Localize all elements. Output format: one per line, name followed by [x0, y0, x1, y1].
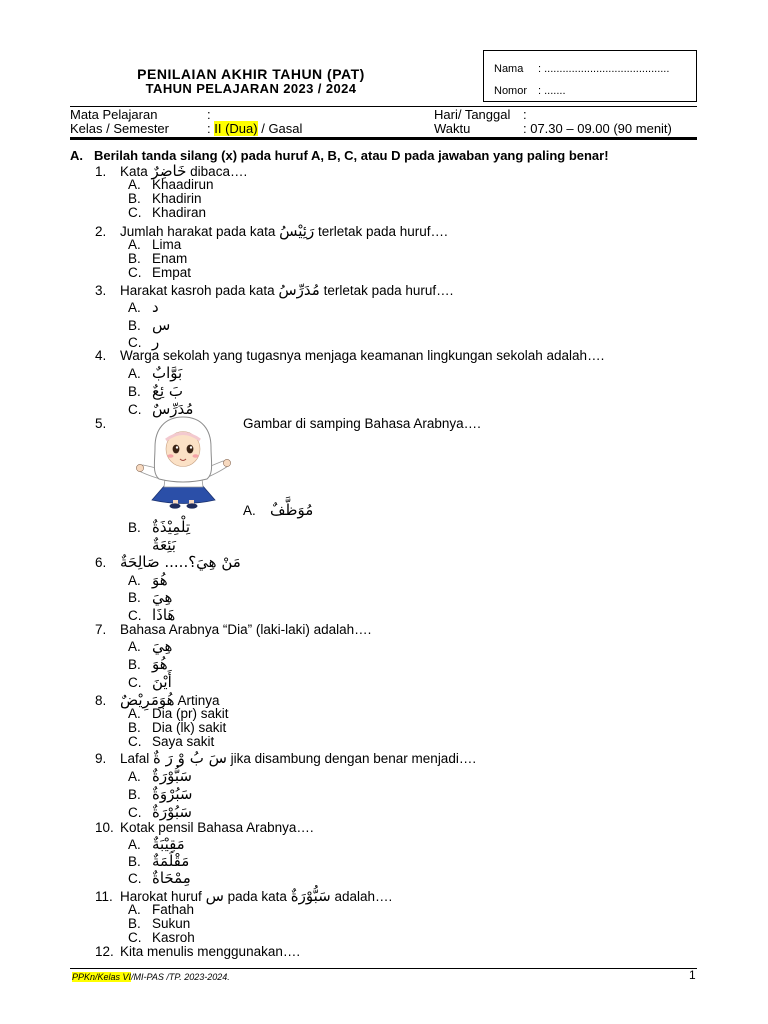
- option-letter: C.: [128, 205, 142, 220]
- question-text: Kotak pensil Bahasa Arabnya….: [120, 820, 314, 835]
- right-cheek: [193, 454, 199, 458]
- option-letter: A.: [128, 300, 141, 315]
- option-letter: C.: [128, 335, 142, 350]
- arabic-word: سَ بُ وْ رَ ةٌ: [153, 749, 227, 767]
- option-text: Enam: [152, 251, 188, 266]
- question-text: Warga sekolah yang tugasnya menjaga keamanan lingkungan sekolah adalah….: [120, 348, 605, 363]
- option-5a: [243, 501, 313, 520]
- academic-year: TAHUN PELAJARAN 2023 / 2024: [145, 81, 357, 96]
- question-number: 2.: [95, 224, 107, 239]
- question-number: 7.: [95, 622, 107, 637]
- question-number: 1.: [95, 164, 107, 179]
- time-label: Waktu: [434, 121, 471, 136]
- section-letter: A.: [70, 148, 83, 163]
- option-text: مِمْحَاةٌ: [152, 869, 191, 887]
- option-text: هُوَ: [152, 571, 168, 589]
- option-letter: B.: [128, 787, 141, 802]
- option-3a: [128, 298, 159, 317]
- subject-value: :: [207, 107, 211, 122]
- option-text: بَئِعَةٌ: [152, 536, 176, 554]
- name-blank: : .........................................: [538, 63, 670, 75]
- left-shoe: [170, 503, 181, 508]
- right-hand: [223, 459, 230, 466]
- option-letter: A.: [128, 769, 141, 784]
- option-2c: [128, 264, 191, 282]
- option-4a: [128, 364, 182, 383]
- option-text: بَ ئِعٌ: [152, 382, 184, 400]
- question-6: [95, 553, 241, 572]
- page-number: 1: [689, 968, 696, 982]
- option-letter: B.: [128, 251, 141, 266]
- option-text: Empat: [152, 265, 192, 280]
- option-text: هُوَ: [152, 655, 168, 673]
- option-text: Khadirin: [152, 191, 202, 206]
- question-text: Harakat kasroh pada kata: [120, 283, 275, 298]
- option-letter: A.: [128, 639, 141, 654]
- option-letter: B.: [128, 916, 141, 931]
- question-text: Lafal: [120, 751, 150, 766]
- exam-title: PENILAIAN AKHIR TAHUN (PAT): [137, 66, 365, 82]
- footer-course: [72, 971, 230, 983]
- option-text: سَبُوْرَةٌ: [152, 803, 192, 821]
- arabic-letter: س: [205, 887, 224, 905]
- question-text: Kita menulis menggunakan….: [120, 944, 301, 959]
- option-4b: [128, 382, 183, 401]
- option-text: أَيْنَ: [152, 673, 172, 691]
- option-letter: B.: [128, 854, 141, 869]
- option-letter: B.: [128, 720, 141, 735]
- option-7b: [128, 655, 168, 674]
- option-5b: [128, 518, 190, 537]
- question-number: 5.: [95, 416, 107, 431]
- question-text-end: adalah….: [334, 889, 393, 904]
- question-number: 6.: [95, 555, 107, 570]
- date-value: :: [523, 107, 527, 122]
- number-label: Nomor: [494, 85, 528, 97]
- name-label: Nama: [494, 63, 524, 75]
- arabic-word: خَاضِرٌ: [151, 162, 187, 180]
- option-text: Khaadirun: [152, 177, 214, 192]
- info-divider: [70, 137, 697, 140]
- section-instruction: Berilah tanda silang (x) pada huruf A, B, C, atau D pada jawaban yang paling benar!: [94, 148, 609, 163]
- left-cheek: [168, 454, 174, 458]
- option-text: مَقِيْبَةٌ: [152, 835, 185, 853]
- question-number: 12.: [95, 944, 114, 959]
- question-number: 11.: [95, 889, 113, 904]
- option-letter: C.: [128, 675, 142, 690]
- question-text: Jumlah harakat pada kata: [120, 224, 276, 239]
- question-text: Harokat huruf: [120, 889, 202, 904]
- option-text: هِيَ: [152, 588, 173, 606]
- question-text-end: terletak pada huruf….: [317, 224, 448, 239]
- option-letter: A.: [128, 237, 141, 252]
- question-text-end: dibaca….: [190, 164, 248, 179]
- option-1c: [128, 204, 206, 222]
- skirt: [152, 485, 215, 504]
- number-row: [494, 82, 566, 100]
- option-letter: B.: [128, 318, 141, 333]
- option-letter: A.: [243, 503, 256, 518]
- option-text: Dia (pr) sakit: [152, 706, 229, 721]
- time-value: : 07.30 – 09.00 (90 menit): [523, 121, 672, 136]
- option-letter: B.: [128, 590, 141, 605]
- class-suffix: / Gasal: [261, 121, 303, 136]
- number-blank: : .......: [538, 85, 566, 97]
- option-text: سَبُرْوَةٌ: [152, 785, 193, 803]
- left-eye: [173, 445, 180, 454]
- question-text: Gambar di samping Bahasa Arabnya….: [243, 416, 481, 431]
- option-letter: C.: [128, 265, 142, 280]
- arabic-sentence: هُوَمَرِيْضٌ: [120, 691, 175, 709]
- class-value: [207, 120, 302, 138]
- question-number: 4.: [95, 348, 107, 363]
- option-text: بَوَّابٌ: [152, 364, 183, 382]
- arabic-word: رَئِيْسُ: [279, 222, 315, 240]
- question-text-middle: pada kata: [227, 889, 287, 904]
- option-text: مُدَرِّسٌ: [152, 400, 194, 418]
- option-9a: [128, 767, 192, 786]
- question-12: [95, 943, 300, 961]
- question-number: 9.: [95, 751, 107, 766]
- option-letter: B.: [128, 657, 141, 672]
- option-9b: [128, 785, 192, 804]
- footer-course-rest: /MI-PAS /TP. 2023-2024.: [131, 972, 230, 982]
- option-text: هِيَ: [152, 637, 173, 655]
- arabic-word: مُدَرِّسُ: [278, 281, 320, 299]
- class-prefix: :: [207, 121, 211, 136]
- question-number: 8.: [95, 693, 107, 708]
- option-text: Saya sakit: [152, 734, 215, 749]
- class-highlight: II (Dua): [214, 121, 258, 136]
- class-label: Kelas / Semester: [70, 121, 169, 136]
- question-text-end: jika disambung dengan benar menjadi….: [230, 751, 477, 766]
- right-eye: [187, 445, 194, 454]
- arabic-sentence: مَنْ هِيَ؟..... صَالِحَةٌ: [120, 553, 241, 571]
- question-text-end: terletak pada huruf….: [323, 283, 454, 298]
- option-letter: C.: [128, 734, 142, 749]
- option-7a: [128, 637, 172, 656]
- option-text: Kasroh: [152, 930, 195, 945]
- option-text: مُوَظَّفٌ: [270, 501, 314, 519]
- option-letter: A.: [128, 177, 141, 192]
- option-letter: A.: [128, 902, 141, 917]
- right-shoe: [187, 503, 198, 508]
- option-letter: B.: [128, 520, 141, 535]
- identity-box: [483, 50, 697, 102]
- option-letter: A.: [128, 573, 141, 588]
- option-letter: C.: [128, 805, 142, 820]
- option-text: Lima: [152, 237, 182, 252]
- option-letter: C.: [128, 930, 142, 945]
- question-text: Kata: [120, 164, 148, 179]
- question-4: [95, 347, 604, 365]
- girl-hijab-illustration: [135, 415, 232, 510]
- option-text: هَاذَا: [152, 606, 176, 624]
- name-row: [494, 60, 669, 78]
- option-letter: C.: [128, 608, 142, 623]
- question-text-end: Artinya: [177, 693, 220, 708]
- option-text: د: [152, 298, 159, 316]
- header-divider: [70, 106, 697, 107]
- option-text: Fathah: [152, 902, 195, 917]
- option-letter: C.: [128, 402, 142, 417]
- option-text: Dia (lk) sakit: [152, 720, 227, 735]
- question-5: [95, 415, 120, 433]
- question-text: Bahasa Arabnya “Dia” (laki-laki) adalah….: [120, 622, 372, 637]
- option-text: Sukun: [152, 916, 191, 931]
- question-number: 10.: [95, 820, 114, 835]
- option-10c: [128, 869, 191, 888]
- option-letter: B.: [128, 191, 141, 206]
- option-text: سَبُّوْرَةٌ: [152, 767, 192, 785]
- date-label: Hari/ Tanggal: [434, 107, 511, 122]
- question-9: [95, 749, 476, 768]
- footer-divider: [70, 968, 697, 969]
- footer-course-highlight: PPKn/Kelas VI: [72, 972, 132, 982]
- option-text: س: [152, 316, 171, 334]
- option-text: ر: [152, 333, 160, 351]
- option-6b: [128, 588, 172, 607]
- option-text: Khadiran: [152, 205, 207, 220]
- question-number: 3.: [95, 283, 107, 298]
- option-letter: B.: [128, 384, 141, 399]
- option-letter: A.: [128, 366, 141, 381]
- option-letter: A.: [128, 706, 141, 721]
- option-letter: C.: [128, 871, 142, 886]
- option-text: تِلْمِيْذَةٌ: [152, 518, 191, 536]
- option-letter: A.: [128, 837, 141, 852]
- left-hand: [136, 464, 143, 471]
- option-text: مَقْلَمَةٌ: [152, 852, 190, 870]
- subject-label: Mata Pelajaran: [70, 107, 158, 122]
- option-7c: [128, 673, 172, 692]
- arabic-word: سَبُّوْرَةٌ: [290, 887, 331, 905]
